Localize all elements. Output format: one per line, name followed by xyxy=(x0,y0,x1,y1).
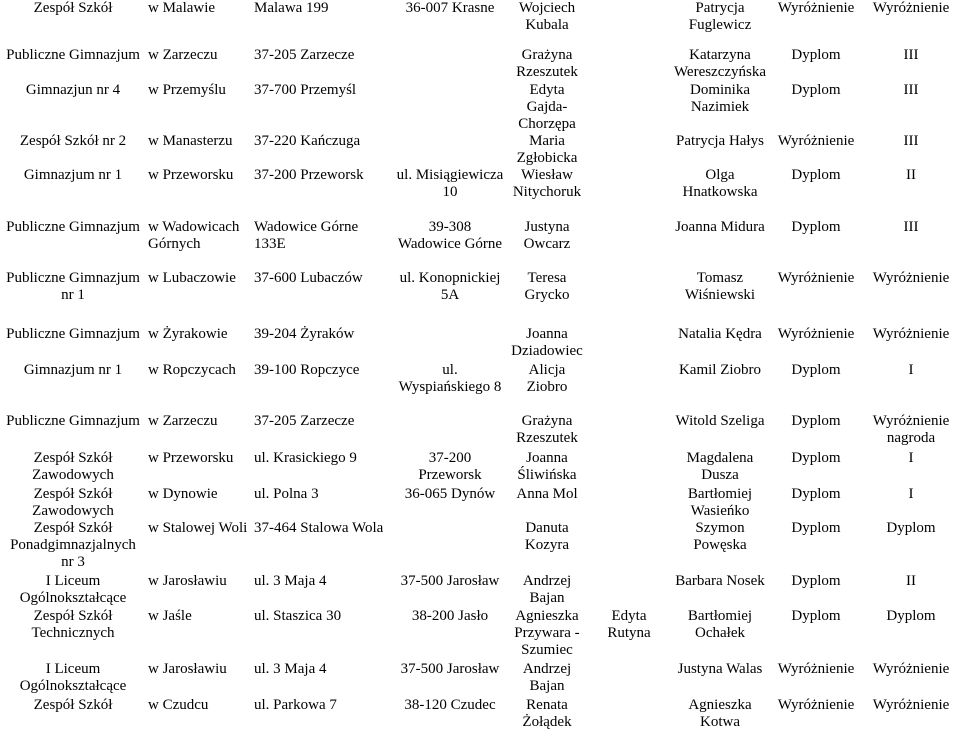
table-row xyxy=(0,520,960,572)
school-cell: Publiczne Gimnazjum xyxy=(6,413,140,430)
tutor-cell xyxy=(588,697,670,731)
student-cell: Patrycja Hałys xyxy=(676,133,764,150)
place-cell: III xyxy=(903,47,919,64)
award-cell: Dyplom xyxy=(791,167,841,184)
tutor-cell xyxy=(588,520,670,572)
street-cell: 37-205 Zarzecze xyxy=(254,413,355,430)
award-cell: Dyplom xyxy=(791,47,841,64)
place-cell: II xyxy=(906,572,916,589)
table-row xyxy=(0,326,960,362)
street-cell: Malawa 199 xyxy=(254,0,329,16)
street-cell: ul. Parkowa 7 xyxy=(254,696,337,713)
student-cell: Patrycja Fuglewicz xyxy=(688,0,752,33)
student-cell: Katarzyna Wereszczyńska xyxy=(673,47,767,81)
postal-cell xyxy=(394,520,506,572)
teacher-cell: Grażyna Rzeszutek xyxy=(516,413,578,447)
postal-cell: ul. Misiągiewicza 10 xyxy=(396,167,504,201)
student-cell: Barbara Nosek xyxy=(675,572,765,589)
postal-cell: 37-500 Jarosław xyxy=(400,661,500,678)
town-cell: w Jaśle xyxy=(148,607,192,624)
award-cell: Dyplom xyxy=(791,413,841,430)
postal-cell: 36-065 Dynów xyxy=(404,485,496,502)
school-cell: Gimnazjum nr 1 xyxy=(23,167,123,184)
town-cell: w Jarosławiu xyxy=(148,572,227,589)
award-cell: Dyplom xyxy=(791,449,841,466)
teacher-cell: Danuta Kozyra xyxy=(524,520,570,554)
school-cell: Zespół Szkół Technicznych xyxy=(31,607,115,641)
town-cell: w Przemyślu xyxy=(148,81,226,98)
award-cell: Dyplom xyxy=(791,572,841,589)
street-cell: ul. Krasickiego 9 xyxy=(254,449,357,466)
tutor-cell xyxy=(588,413,670,449)
award-cell: Wyróżnienie xyxy=(777,696,855,713)
place-cell: Wyróżnienie xyxy=(872,270,950,287)
postal-cell: 36-007 Krasne xyxy=(405,0,495,16)
table-row xyxy=(0,47,960,81)
postal-cell: 37-500 Jarosław xyxy=(400,572,500,589)
place-cell: Dyplom xyxy=(886,607,936,624)
student-cell: Bartłomiej Wasieńko xyxy=(687,485,753,519)
town-cell: w Lubaczowie xyxy=(148,270,236,287)
street-cell: 39-100 Ropczyce xyxy=(254,361,360,378)
student-cell: Tomasz Wiśniewski xyxy=(684,270,756,304)
place-cell: III xyxy=(903,133,919,150)
student-cell: Joanna Midura xyxy=(675,218,765,235)
school-cell: Zespół Szkół Zawodowych xyxy=(32,485,114,519)
table-row xyxy=(0,661,960,696)
student-cell: Agnieszka Kotwa xyxy=(688,696,752,730)
place-cell: Dyplom xyxy=(886,520,936,537)
school-cell: Gimnazjun nr 4 xyxy=(25,81,121,98)
teacher-cell: Justyna Owcarz xyxy=(523,218,571,252)
student-cell: Bartłomiej Ochałek xyxy=(687,607,753,641)
place-cell: Wyróżnienie xyxy=(872,325,950,342)
tutor-cell: Edyta Rutyna xyxy=(607,607,651,641)
postal-cell xyxy=(394,413,506,449)
place-cell: III xyxy=(903,81,919,98)
school-cell: Zespół Szkół Ponadgimnazjalnych nr 3 xyxy=(10,520,136,571)
tutor-cell xyxy=(588,219,670,270)
table-row xyxy=(0,219,960,270)
street-cell: 37-700 Przemyśl xyxy=(254,81,357,98)
school-cell: Zespół Szkół nr 2 xyxy=(19,133,127,150)
table-row xyxy=(0,573,960,608)
school-cell: I Liceum Ogólnokształcące xyxy=(19,572,127,606)
postal-cell: 39-308 Wadowice Górne xyxy=(397,218,503,252)
street-cell: 37-600 Lubaczów xyxy=(254,270,363,287)
school-cell: Publiczne Gimnazjum xyxy=(6,325,140,342)
tutor-cell xyxy=(588,573,670,608)
postal-cell xyxy=(394,133,506,167)
table-row xyxy=(0,413,960,449)
tutor-cell xyxy=(588,486,670,520)
tutor-cell xyxy=(588,270,670,325)
town-cell: w Dynowie xyxy=(148,485,218,502)
street-cell: Wadowice Górne 133E xyxy=(254,218,359,252)
postal-cell xyxy=(394,82,506,133)
student-cell: Magdalena Dusza xyxy=(686,449,754,483)
student-cell: Witold Szeliga xyxy=(675,413,765,430)
town-cell: w Malawie xyxy=(148,0,216,16)
town-cell: w Zarzeczu xyxy=(148,413,218,430)
postal-cell xyxy=(394,326,506,362)
table-row xyxy=(0,450,960,486)
tutor-cell xyxy=(588,133,670,167)
teacher-cell: Maria Zgłobicka xyxy=(516,133,578,167)
school-cell: Publiczne Gimnazjum nr 1 xyxy=(6,270,140,304)
street-cell: 39-204 Żyraków xyxy=(254,325,355,342)
school-cell: Zespół Szkół Zawodowych xyxy=(32,449,114,483)
table-row xyxy=(0,167,960,218)
street-cell: ul. 3 Maja 4 xyxy=(254,572,327,589)
tutor-cell xyxy=(588,167,670,218)
tutor-cell xyxy=(588,326,670,362)
street-cell: 37-200 Przeworsk xyxy=(254,167,364,184)
postal-cell: 38-120 Czudec xyxy=(404,696,496,713)
award-cell: Wyróżnienie xyxy=(777,325,855,342)
award-cell: Wyróżnienie xyxy=(777,0,855,16)
postal-cell xyxy=(394,47,506,81)
postal-cell: ul. Wyspiańskiego 8 xyxy=(398,361,502,395)
place-cell: Wyróżnienie xyxy=(872,0,950,16)
teacher-cell: Wojciech Kubala xyxy=(518,0,576,33)
town-cell: w Przeworsku xyxy=(148,449,234,466)
town-cell: w Przeworsku xyxy=(148,167,234,184)
street-cell: ul. Staszica 30 xyxy=(254,607,342,624)
tutor-cell xyxy=(588,47,670,81)
town-cell: w Jarosławiu xyxy=(148,661,227,678)
town-cell: w Czudcu xyxy=(148,696,209,713)
place-cell: Wyróżnienie xyxy=(872,696,950,713)
student-cell: Dominika Nazimiek xyxy=(690,81,750,115)
table-row xyxy=(0,0,960,47)
tutor-cell xyxy=(588,661,670,696)
teacher-cell: Agnieszka Przywara - Szumiec xyxy=(514,607,580,658)
award-cell: Dyplom xyxy=(791,520,841,537)
place-cell: I xyxy=(908,485,914,502)
teacher-cell: Anna Mol xyxy=(516,485,578,502)
street-cell: 37-464 Stalowa Wola xyxy=(254,520,384,537)
student-cell: Szymon Powęska xyxy=(693,520,747,554)
teacher-cell: Joanna Śliwińska xyxy=(517,449,577,483)
table-row xyxy=(0,608,960,661)
award-cell: Dyplom xyxy=(791,361,841,378)
table-row xyxy=(0,133,960,167)
place-cell: I xyxy=(908,361,914,378)
table-row xyxy=(0,697,960,731)
town-cell: w Wadowicach Górnych xyxy=(148,218,240,252)
award-cell: Dyplom xyxy=(791,485,841,502)
table-row xyxy=(0,270,960,325)
student-cell: Justyna Walas xyxy=(677,661,763,678)
street-cell: 37-205 Zarzecze xyxy=(254,47,355,64)
table-row xyxy=(0,486,960,520)
tutor-cell xyxy=(588,450,670,486)
school-cell: Publiczne Gimnazjum xyxy=(6,218,140,235)
postal-cell: ul. Konopnickiej 5A xyxy=(399,270,501,304)
student-cell: Olga Hnatkowska xyxy=(682,167,758,201)
teacher-cell: Alicja Ziobro xyxy=(526,361,568,395)
teacher-cell: Renata Żołądek xyxy=(522,696,572,730)
teacher-cell: Andrzej Bajan xyxy=(522,572,572,606)
town-cell: w Manasterzu xyxy=(148,133,233,150)
school-cell: Zespół Szkół xyxy=(33,696,113,713)
school-cell: I Liceum Ogólnokształcące xyxy=(19,661,127,695)
tutor-cell xyxy=(588,362,670,413)
teacher-cell: Andrzej Bajan xyxy=(522,661,572,695)
school-cell: Publiczne Gimnazjum xyxy=(6,47,140,64)
tutor-cell xyxy=(588,82,670,133)
table-row xyxy=(0,362,960,413)
teacher-cell: Edyta Gajda-Chorzępa xyxy=(518,81,576,132)
place-cell: II xyxy=(906,167,916,184)
town-cell: w Ropczycach xyxy=(148,361,236,378)
table-row xyxy=(0,82,960,133)
town-cell: w Stalowej Woli xyxy=(148,520,248,537)
teacher-cell: Joanna Dziadowiec xyxy=(511,325,583,359)
teacher-cell: Grażyna Rzeszutek xyxy=(516,47,578,81)
postal-cell: 38-200 Jasło xyxy=(411,607,489,624)
street-cell: ul. 3 Maja 4 xyxy=(254,661,327,678)
postal-cell: 37-200 Przeworsk xyxy=(418,449,482,483)
town-cell: w Żyrakowie xyxy=(148,325,228,342)
place-cell: Wyróżnienie xyxy=(872,661,950,678)
tutor-cell xyxy=(588,0,670,47)
school-cell: Gimnazjum nr 1 xyxy=(23,361,123,378)
award-cell: Dyplom xyxy=(791,607,841,624)
award-cell: Wyróżnienie xyxy=(777,133,855,150)
place-cell: Wyróżnienie nagroda xyxy=(872,413,950,447)
town-cell: w Zarzeczu xyxy=(148,47,218,64)
street-cell: 37-220 Kańczuga xyxy=(254,133,361,150)
award-cell: Dyplom xyxy=(791,218,841,235)
place-cell: III xyxy=(903,218,919,235)
street-cell: ul. Polna 3 xyxy=(254,485,319,502)
award-cell: Wyróżnienie xyxy=(777,661,855,678)
place-cell: I xyxy=(908,449,914,466)
award-cell: Wyróżnienie xyxy=(777,270,855,287)
teacher-cell: Teresa Grycko xyxy=(524,270,570,304)
award-cell: Dyplom xyxy=(791,81,841,98)
student-cell: Natalia Kędra xyxy=(678,325,762,342)
teacher-cell: Wiesław Nitychoruk xyxy=(512,167,582,201)
student-cell: Kamil Ziobro xyxy=(678,361,762,378)
school-cell: Zespół Szkół xyxy=(33,0,113,16)
